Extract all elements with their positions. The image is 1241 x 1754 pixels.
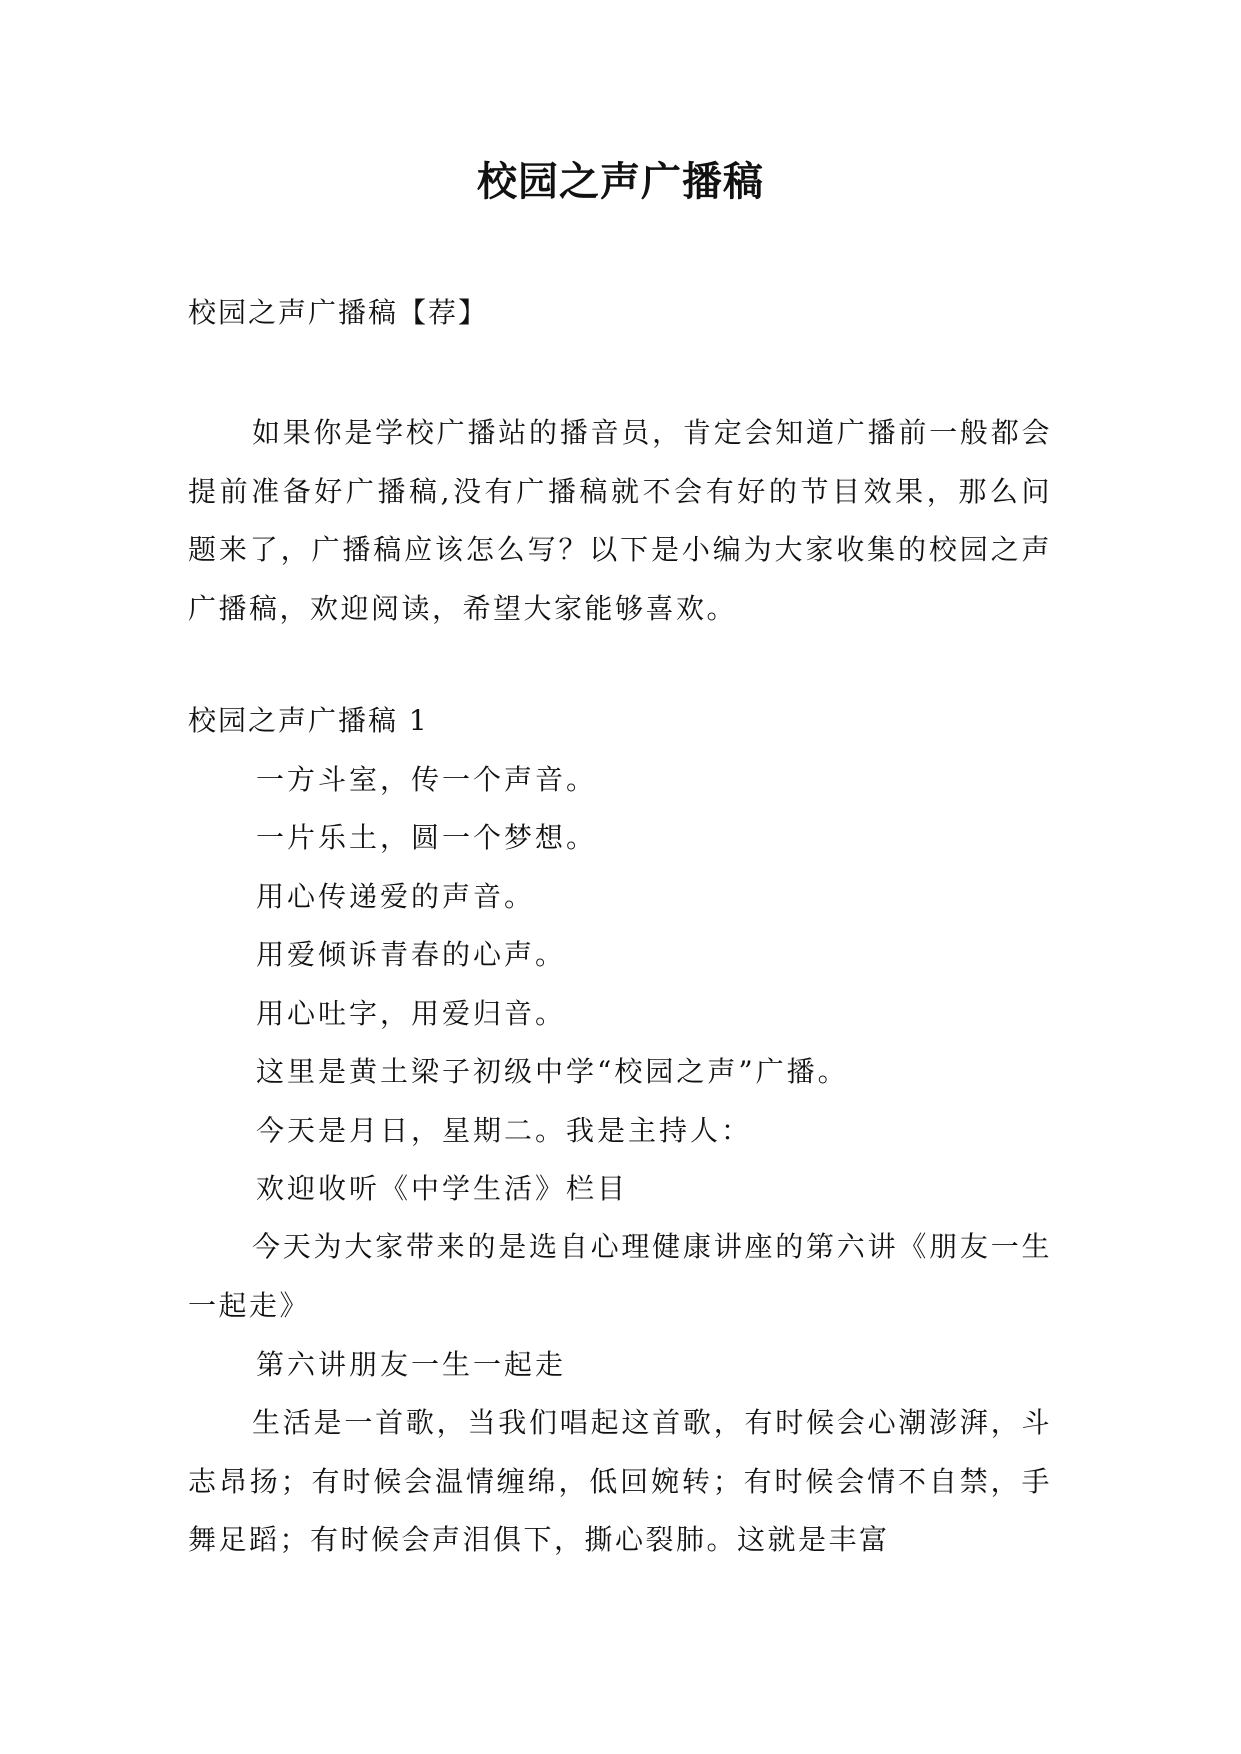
broadcast-line: 今天是月日，星期二。我是主持人： (256, 1114, 753, 1147)
broadcast-line: 一片乐土，圆一个梦想。 (256, 821, 598, 854)
document-subtitle: 校园之声广播稿【荐】 (188, 296, 489, 329)
broadcast-line: 一方斗室，传一个声音。 (256, 763, 598, 796)
document-title: 校园之声广播稿 (477, 158, 764, 205)
intro-paragraph: 如果你是学校广播站的播音员，肯定会知道广播前一般都会提前准备好广播稿,没有广播稿就不会有好的节目效果，那么问题来了，广播稿应该怎么写？以下是小编为大家收集的校园之声广播稿，欢迎阅读，希望大家能够喜欢。 (188, 416, 1052, 625)
lecture-paragraph: 今天为大家带来的是选自心理健康讲座的第六讲《朋友一生一起走》 (188, 1230, 1052, 1322)
broadcast-line: 用爱倾诉青春的心声。 (256, 938, 567, 971)
life-paragraph: 生活是一首歌，当我们唱起这首歌，有时候会心潮澎湃，斗志昂扬；有时候会温情缠绵，低回婉转；有时候会情不自禁，手舞足蹈；有时候会声泪俱下，撕心裂肺。这就是丰富 (188, 1406, 1052, 1556)
broadcast-line: 用心传递爱的声音。 (256, 880, 536, 913)
broadcast-line: 用心吐字，用爱归音。 (256, 997, 567, 1030)
section-heading: 校园之声广播稿 1 (188, 704, 429, 737)
broadcast-line: 欢迎收听《中学生活》栏目 (256, 1172, 629, 1205)
broadcast-line: 这里是黄土梁子初级中学“校园之声”广播。 (256, 1055, 849, 1088)
chapter-line: 第六讲朋友一生一起走 (256, 1348, 567, 1381)
